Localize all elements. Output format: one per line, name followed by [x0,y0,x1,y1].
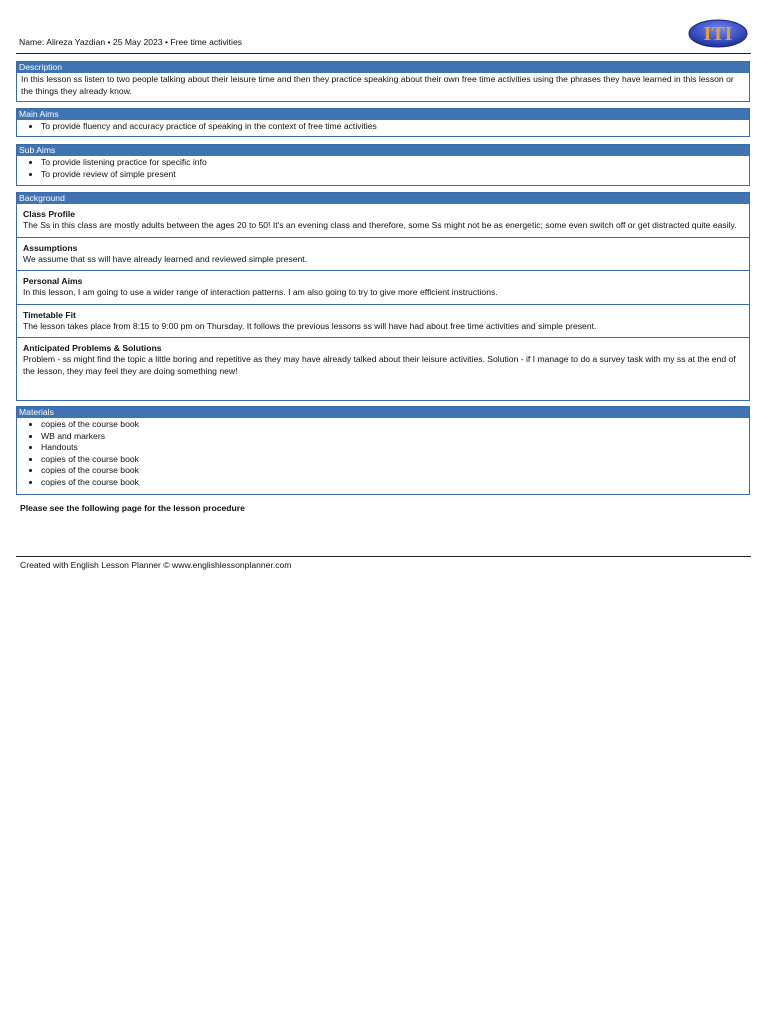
section-title: Main Aims [17,109,749,120]
list-item: • WB and markers [41,431,749,443]
section-title: Materials [17,407,749,418]
section-title: Background [17,193,749,204]
block-title: Assumptions [23,242,78,253]
block-text: We assume that ss will have already learned and reviewed simple present. [23,253,308,264]
description-text: In this lesson ss listen to two people talking about their leisure time and then they practice speaking about their own free time activities using the phrases they have learned in this lesson or the things they already know. [21,74,734,96]
list-item: • To provide review of simple present [41,169,749,181]
logo-text: ITI [703,23,733,45]
block-title: Anticipated Problems & Solutions [23,343,162,354]
description-section [16,61,750,102]
section-title: Description [17,62,749,73]
background-block [17,337,749,382]
background-block [17,270,749,304]
sub-aims-list [17,157,749,180]
list-item: • To provide fluency and accuracy practice of speaking in the context of free time activities [41,121,749,133]
list-item: • copies of the course book [41,419,749,431]
procedure-note: Please see the following page for the lesson procedure [20,503,245,513]
list-item: • copies of the course book [41,465,749,477]
block-title: Personal Aims [23,276,83,287]
main-aims-list [17,121,749,133]
block-text: In this lesson, I am going to use a wider range of interaction patterns. I am also going to try to give more efficient instructions. [23,287,498,298]
header-rule [16,53,751,54]
block-title: Timetable Fit [23,309,76,320]
list-item: • copies of the course book [41,454,749,466]
background-block [17,304,749,338]
block-text: The Ss in this class are mostly adults between the ages 20 to 50! It's an evening class and therefore, some Ss might not be as energetic; some even switch off or get distracted quite easily. [23,220,737,230]
footer-text: Created with English Lesson Planner © www.englishlessonplanner.com [20,560,292,570]
section-title: Sub Aims [17,145,749,156]
footer-rule [16,556,751,557]
document-header: Name: Alireza Yazdian • 25 May 2023 • Free time activities [19,37,243,47]
background-block [17,204,749,237]
list-item: • copies of the course book [41,477,749,489]
list-item: • Handouts [41,442,749,454]
materials-list [17,419,749,489]
block-title: Class Profile [23,209,76,219]
materials-section [16,406,750,495]
list-item: • To provide listening practice for specific info [41,157,749,169]
background-block [17,237,749,271]
main-aims-section [16,108,750,137]
iti-logo [688,19,748,48]
block-text: The lesson takes place from 8:15 to 9:00 pm on Thursday. It follows the previous lessons ss will have had about free time activities and simple present. [23,320,597,331]
sub-aims-section [16,144,750,186]
background-section [16,192,750,401]
block-text: Problem - ss might find the topic a little boring and repetitive as they may have already talked about their leisure activities. Solution - if I manage to do a survey task with my ss at the end of the lesson, they may feel they are doing something new! [23,354,736,376]
